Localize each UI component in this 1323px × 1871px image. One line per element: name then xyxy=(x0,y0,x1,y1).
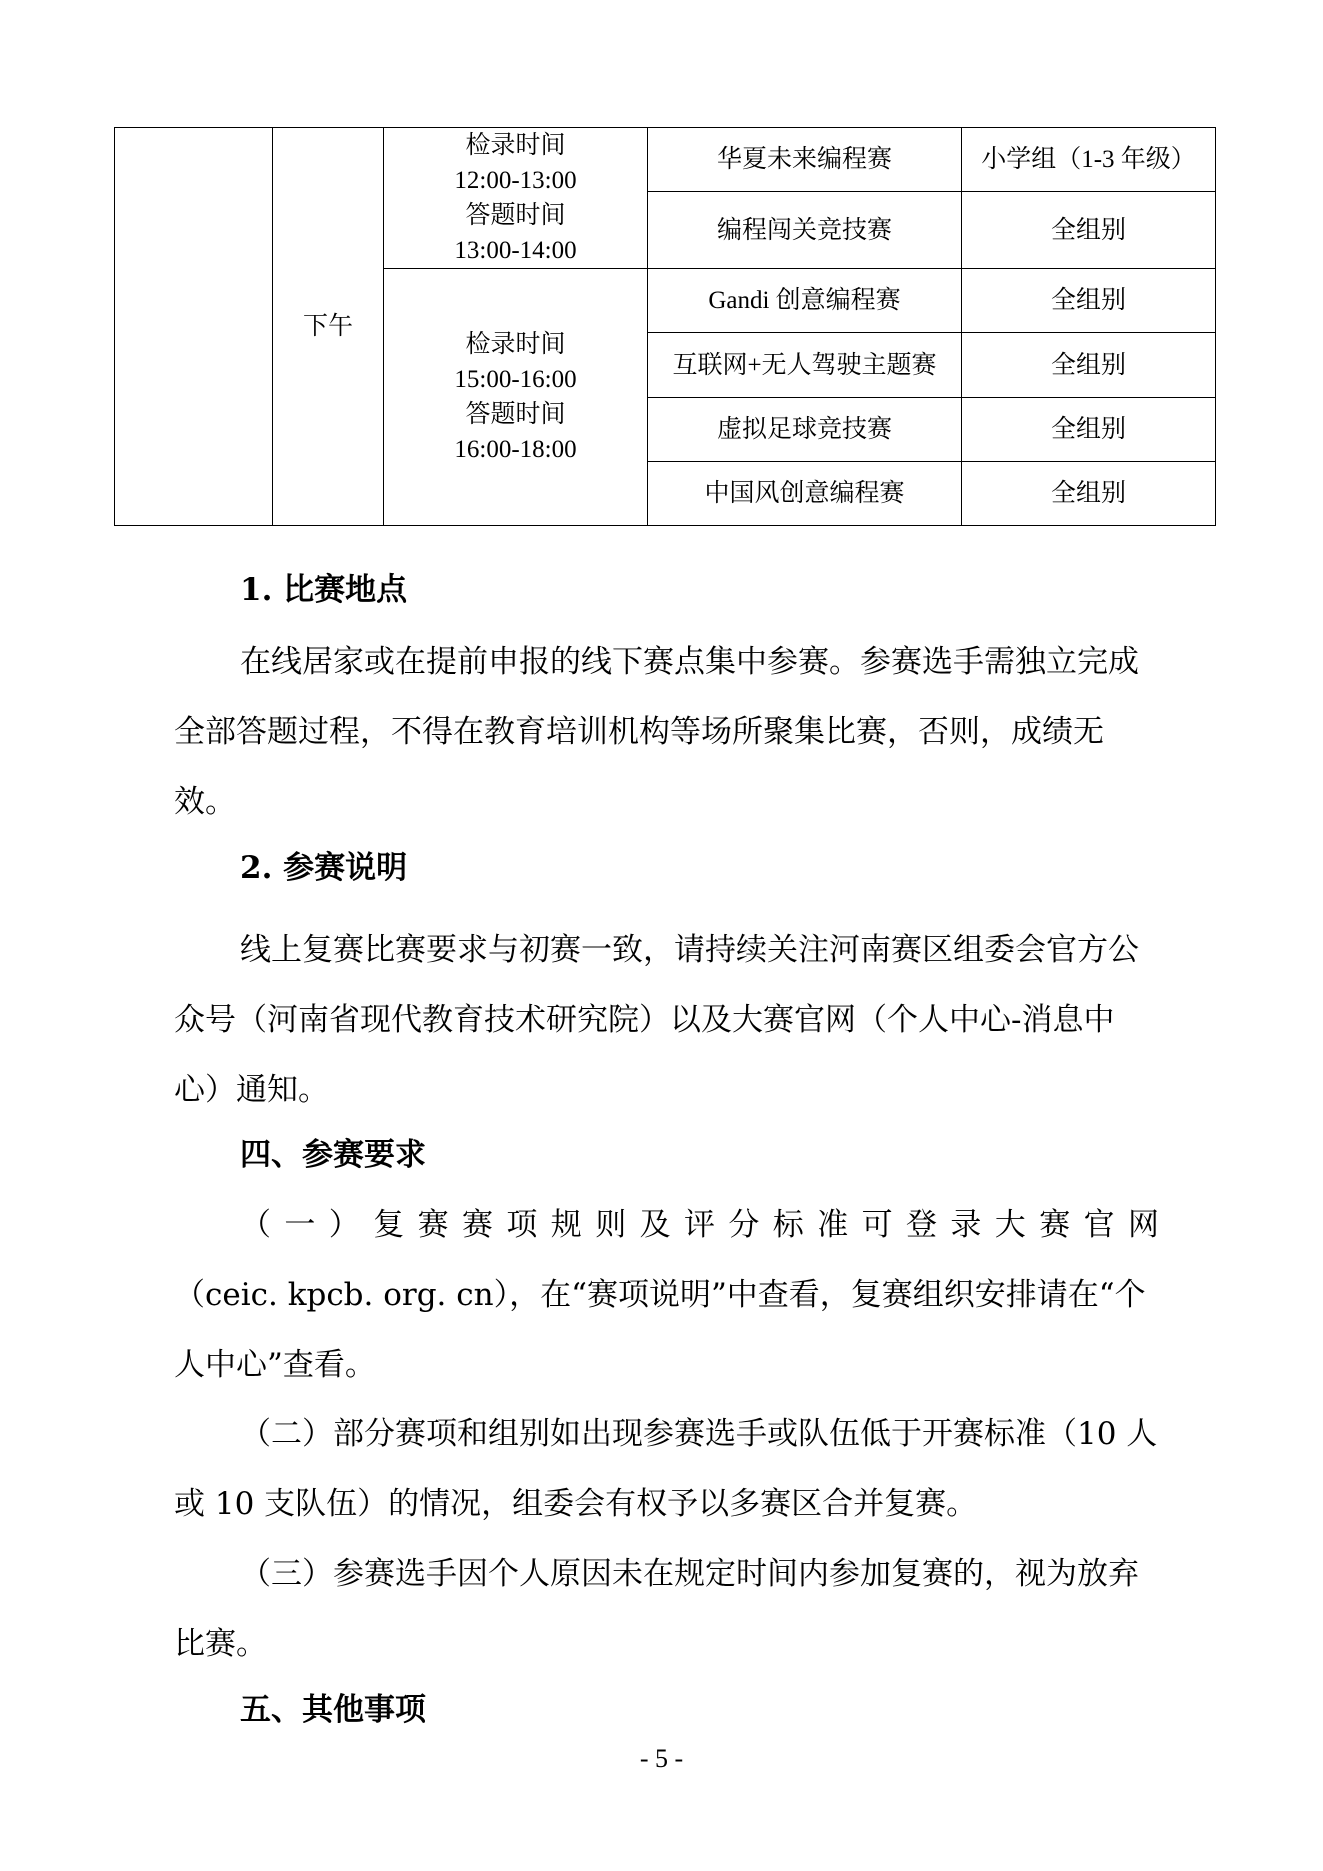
group-cell: 全组别 xyxy=(962,398,1216,462)
period-cell xyxy=(273,128,384,526)
group-cell: 全组别 xyxy=(962,192,1216,269)
section-heading: 四、参赛要求 xyxy=(240,1137,426,1173)
event-cell: Gandi 创意编程赛 xyxy=(648,269,962,333)
answer-label: 答题时间 xyxy=(465,202,566,229)
group-cell: 全组别 xyxy=(962,333,1216,398)
section-paragraph: （一）复赛赛项规则及评分标准可登录大赛官网 xyxy=(240,1207,1159,1243)
event-cell: 中国风创意编程赛 xyxy=(648,462,962,526)
section-heading: 五、其他事项 xyxy=(240,1692,426,1728)
time-cell xyxy=(384,128,648,269)
answer-label: 答题时间 xyxy=(465,401,566,428)
answer-time: 16:00-18:00 xyxy=(454,436,577,463)
section-paragraph: （三）参赛选手因个人原因未在规定时间内参加复赛的，视为放弃比赛。 xyxy=(174,1556,1139,1662)
event-cell: 互联网+无人驾驶主题赛 xyxy=(648,333,962,398)
checkin-time: 15:00-16:00 xyxy=(454,366,577,393)
schedule-table xyxy=(114,127,1216,526)
group-cell: 全组别 xyxy=(962,269,1216,333)
section-heading: 2. 参赛说明 xyxy=(240,850,408,886)
event-cell: 华夏未来编程赛 xyxy=(648,128,962,192)
period-label: 下午 xyxy=(302,313,353,340)
section-paragraph: 在线居家或在提前申报的线下赛点集中参赛。参赛选手需独立完成全部答题过程，不得在教育培训机构等场所聚集比赛，否则，成绩无效。 xyxy=(174,644,1139,820)
event-cell: 编程闯关竞技赛 xyxy=(648,192,962,269)
empty-cell xyxy=(115,128,273,526)
group-cell: 小学组（1-3 年级） xyxy=(962,128,1216,192)
event-cell: 虚拟足球竞技赛 xyxy=(648,398,962,462)
table-row xyxy=(115,128,1216,192)
time-cell xyxy=(384,269,648,526)
section-paragraph: 线上复赛比赛要求与初赛一致，请持续关注河南赛区组委会官方公众号（河南省现代教育技术研究院）以及大赛官网（个人中心-消息中心）通知。 xyxy=(174,932,1139,1108)
section-paragraph: （ceic. kpcb. org. cn），在“赛项说明”中查看，复赛组织安排请在“个人中心”查看。 xyxy=(174,1277,1146,1383)
group-cell: 全组别 xyxy=(962,462,1216,526)
checkin-label: 检录时间 xyxy=(465,132,566,159)
answer-time: 13:00-14:00 xyxy=(454,237,577,264)
section-heading: 1. 比赛地点 xyxy=(240,572,408,608)
section-paragraph: （二）部分赛项和组别如出现参赛选手或队伍低于开赛标准（10 人或 10 支队伍）的情况，组委会有权予以多赛区合并复赛。 xyxy=(174,1416,1158,1522)
page-number: - 5 - xyxy=(639,1744,684,1773)
checkin-time: 12:00-13:00 xyxy=(454,167,577,194)
checkin-label: 检录时间 xyxy=(465,331,566,358)
